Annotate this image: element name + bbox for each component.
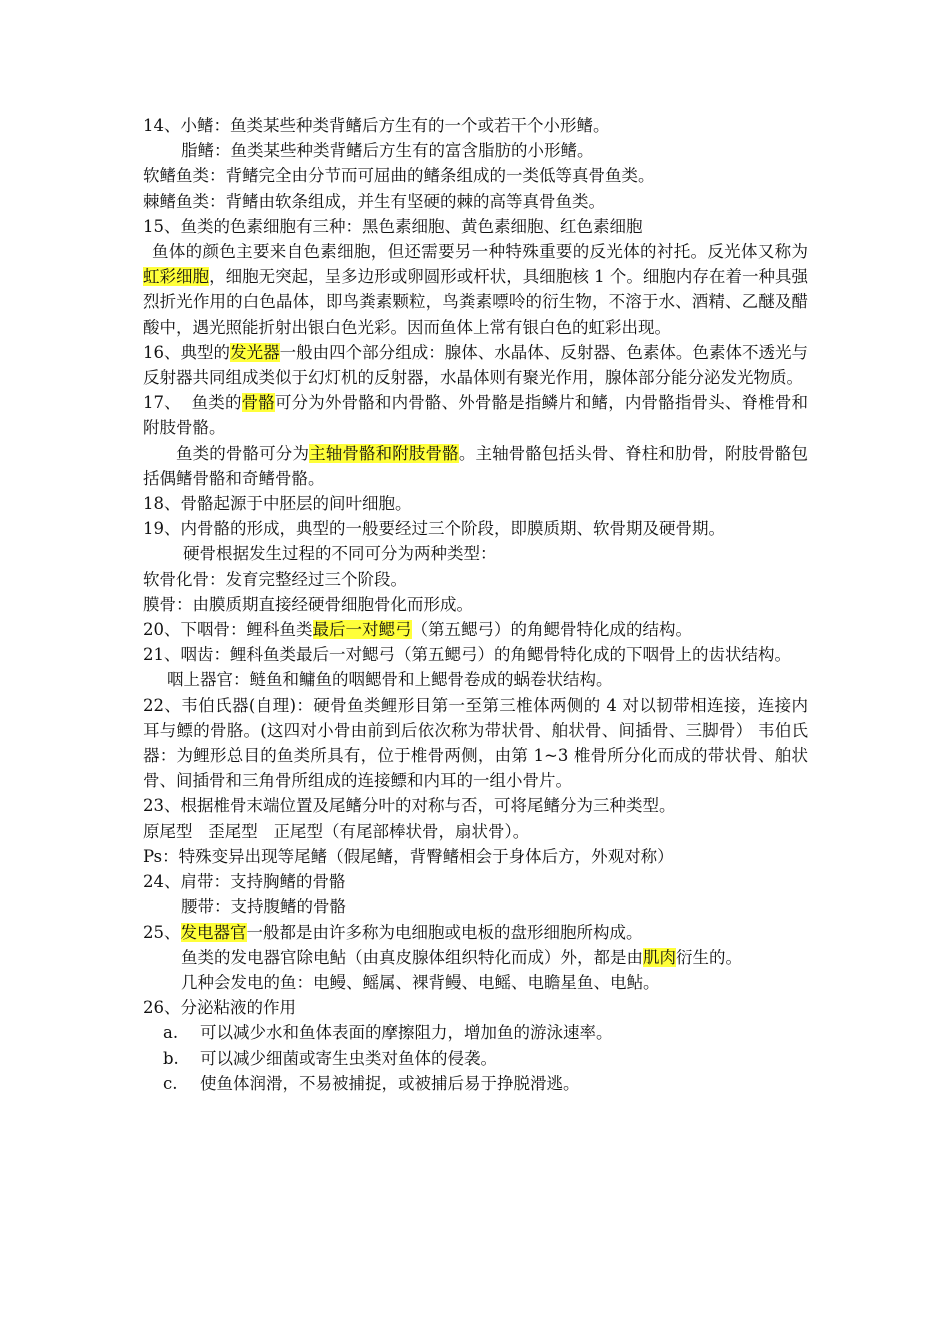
text-line-26: 26、分泌粘液的作用	[143, 998, 296, 1018]
text-line-19: 19、内骨骼的形成，典型的一般要经过三个阶段，即膜质期、软骨期及硬骨期。	[143, 519, 725, 539]
highlight-jirou: 肌肉	[643, 947, 676, 967]
paragraph-25b-part-b: 衍生的。	[676, 947, 742, 967]
paragraph-17-part-a: 17、 鱼类的	[143, 393, 242, 413]
text-line-19d: 膜骨：由膜质期直接经硬骨细胞骨化而形成。	[143, 594, 473, 614]
paragraph-25b	[143, 945, 808, 970]
text-line-25c: 几种会发电的鱼：电鳗、鳐属、裸背鳗、电鳐、电瞻星鱼、电鲇。	[181, 972, 660, 992]
highlight-fadianqiguan: 发电器官	[180, 922, 247, 942]
text-line-19b: 硬骨根据发生过程的不同可分为两种类型：	[183, 544, 497, 564]
paragraph-25b-part-a: 鱼类的发电器官除电鲇（由真皮腺体组织特化而成）外，都是由	[181, 947, 643, 967]
highlight-hongcai: 虹彩细胞	[143, 267, 210, 287]
list-marker: b.	[163, 1048, 179, 1068]
paragraph-17	[143, 390, 808, 440]
text-line-15: 15、鱼类的色素细胞有三种：黑色素细胞、黄色素细胞、红色素细胞	[143, 216, 643, 236]
text-line-25-part-b: 一般都是由许多称为电细胞或电板的盘形细胞所构成。	[246, 922, 643, 942]
text-line-ruanqi: 软鳍鱼类：背鳍完全由分节而可屈曲的鳍条组成的一类低等真骨鱼类。	[143, 166, 655, 186]
paragraph-17c-part-a: 鱼类的骨骼可分为	[176, 443, 310, 463]
text-line-20	[143, 617, 808, 642]
paragraph-17c	[143, 441, 808, 491]
highlight-zhuzhou: 主轴骨骼和附肢骨骼	[309, 443, 459, 463]
list-item-text: 可以减少细菌或寄生虫类对鱼体的侵袭。	[200, 1048, 497, 1068]
list-26	[143, 1020, 808, 1096]
text-line-24b: 腰带：支持腹鳍的骨骼	[181, 897, 346, 917]
list-item	[143, 1020, 808, 1045]
text-line-24: 24、肩带：支持胸鳍的骨骼	[143, 872, 346, 892]
paragraph-22: 22、韦伯氏器(自理)：硬骨鱼类鲤形目第一至第三椎体两侧的 4 对以韧带相连接，连接内耳与鳔的骨胳。(这四对小骨由前到后依次称为带状骨、舶状骨、间插骨、三脚骨） 韦伯氏器：为鲤形总目的鱼类所具有，位于椎骨两侧，由第 1~3 椎骨所分化而成的带状骨、舶状骨、间插骨和三角骨所组成的连接鳔和内耳的一组小骨片。	[143, 695, 808, 791]
list-marker: c.	[163, 1073, 178, 1093]
list-item	[143, 1046, 808, 1071]
paragraph-17c-part-b: 。主轴骨骼包括头骨、脊柱和肋骨，附肢骨骼包括偶鳍骨骼和奇鳍骨骼。	[143, 443, 809, 488]
text-line-jiqi: 棘鳍鱼类：背鳍由软条组成，并生有坚硬的棘的高等真骨鱼类。	[143, 191, 605, 211]
paragraph-17-part-b: 可分为外骨骼和内骨骼、外骨骼是指鳞片和鳍，内骨骼指骨头、脊椎骨和附肢骨骼。	[143, 393, 808, 438]
text-line-23: 23、根据椎骨末端位置及尾鳍分叶的对称与否，可将尾鳍分为三种类型。	[143, 796, 676, 816]
list-item-text: 可以减少水和鱼体表面的摩擦阻力，增加鱼的游泳速率。	[200, 1023, 613, 1043]
paragraph-16-part-a: 16、典型的	[143, 342, 231, 362]
text-line-25-part-a: 25、	[143, 922, 181, 942]
highlight-zuihou-saigong: 最后一对鳃弓	[312, 620, 412, 640]
text-line-23b: 原尾型 歪尾型 正尾型（有尾部棒状骨，扇状骨）。	[143, 821, 530, 841]
text-line-23c: Ps：特殊变异出现等尾鳍（假尾鳍，背臀鳍相会于身体后方，外观对称）	[143, 846, 674, 866]
text-line-14b: 脂鳍：鱼类某些种类背鳍后方生有的富含脂肪的小形鳍。	[181, 141, 594, 161]
text-line-18: 18、骨骼起源于中胚层的间叶细胞。	[143, 494, 412, 514]
text-line-25	[143, 920, 808, 945]
paragraph-15	[143, 239, 808, 340]
list-item-text: 使鱼体润滑，不易被捕捉，或被捕后易于挣脱滑逃。	[200, 1073, 580, 1093]
text-line-14: 14、小鳍：鱼类某些种类背鳍后方生有的一个或若干个小形鳍。	[143, 116, 610, 135]
paragraph-15-part-b: ，细胞无突起，呈多边形或卵圆形或杆状，具细胞核 1 个。细胞内存在着一种具强烈折光作用的白色晶体，即鸟粪素颗粒，鸟粪素嘌呤的衍生物，不溶于水、酒精、乙醚及醋酸中，遇光照能折射出银白色光彩。因而鱼体上常有银白色的虹彩出现。	[143, 267, 809, 337]
document-body	[143, 113, 808, 1096]
list-marker: a.	[163, 1023, 179, 1043]
paragraph-15-part-a: 鱼体的颜色主要来自色素细胞，但还需要另一种特殊重要的反光体的衬托。反光体又称为	[152, 242, 808, 262]
text-line-19c: 软骨化骨：发育完整经过三个阶段。	[143, 569, 407, 589]
text-line-21b: 咽上器官：鲢鱼和鳙鱼的咽鳃骨和上鳃骨卷成的蜗卷状结构。	[167, 670, 613, 690]
paragraph-16-part-b: 一般由四个部分组成：腺体、水晶体、反射器、色素体。色素体不透光与反射器共同组成类似于幻灯机的反射器，水晶体则有聚光作用，腺体部分能分泌发光物质。	[143, 342, 809, 388]
paragraph-16	[143, 340, 808, 390]
text-line-20-part-a: 20、下咽骨：鲤科鱼类	[143, 620, 313, 640]
highlight-guge: 骨骼	[241, 393, 275, 413]
text-line-20-part-b: （第五鳃弓）的角鳃骨特化成的结构。	[411, 620, 692, 640]
highlight-faguangqi: 发光器	[230, 342, 280, 362]
paragraph-21: 21、咽齿：鲤科鱼类最后一对鳃弓（第五鳃弓）的角鳃骨特化成的下咽骨上的齿状结构。	[143, 645, 791, 665]
list-item	[143, 1071, 808, 1096]
